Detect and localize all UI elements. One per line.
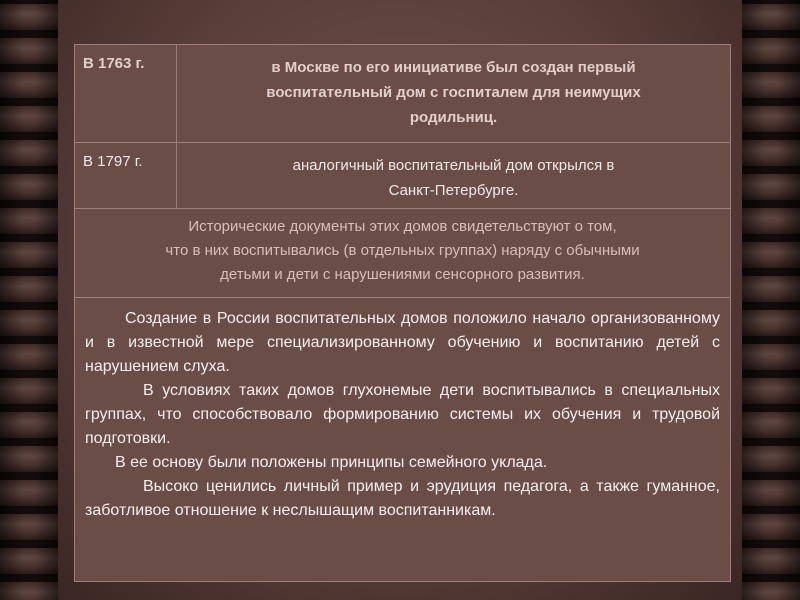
event-text-line: воспитательный дом с госпиталем для неимущих	[266, 84, 641, 101]
table-row-historical-note	[75, 208, 730, 297]
table-row-1797	[75, 142, 730, 208]
note-text-line: что в них воспитывались (в отдельных группах) наряду с обычными	[165, 242, 640, 259]
table-row-body-text	[75, 297, 730, 581]
film-strip-left-decoration	[0, 0, 58, 600]
body-paragraph: В условиях таких домов глухонемые дети воспитывались в специальных группах, что способствовало формированию системы их обучения и трудовой подготовки.	[85, 382, 720, 447]
body-paragraph: Создание в России воспитательных домов положило начало организованному и в известной мере специализированному обучению и воспитанию детей с нарушением слуха.	[85, 310, 720, 375]
event-description-cell	[177, 143, 730, 208]
note-text-line: детьми и дети с нарушениями сенсорного развития.	[220, 266, 585, 283]
event-text-line: родильниц.	[409, 109, 498, 126]
film-strip-right-decoration	[742, 0, 800, 600]
table-row-1763	[75, 45, 730, 142]
body-text-cell	[75, 298, 730, 581]
body-paragraph: Высоко ценились личный пример и эрудиция педагога, а также гуманное, заботливое отношение к неслышащим воспитанникам.	[85, 478, 720, 519]
body-paragraph: В ее основу были положены принципы семейного уклада.	[115, 454, 548, 471]
event-description-cell	[177, 45, 730, 142]
year-cell: В 1797 г.	[75, 143, 177, 208]
event-text-line: Санкт-Петербурге.	[388, 182, 519, 199]
historical-note-cell	[75, 209, 730, 297]
event-text-line: в Москве по его инициативе был создан первый	[271, 59, 636, 76]
year-cell: В 1763 г.	[75, 45, 177, 142]
note-text-line: Исторические документы этих домов свидетельствуют о том,	[188, 218, 617, 235]
event-text-line: аналогичный воспитательный дом открылся в	[292, 157, 615, 174]
history-table	[74, 44, 731, 582]
